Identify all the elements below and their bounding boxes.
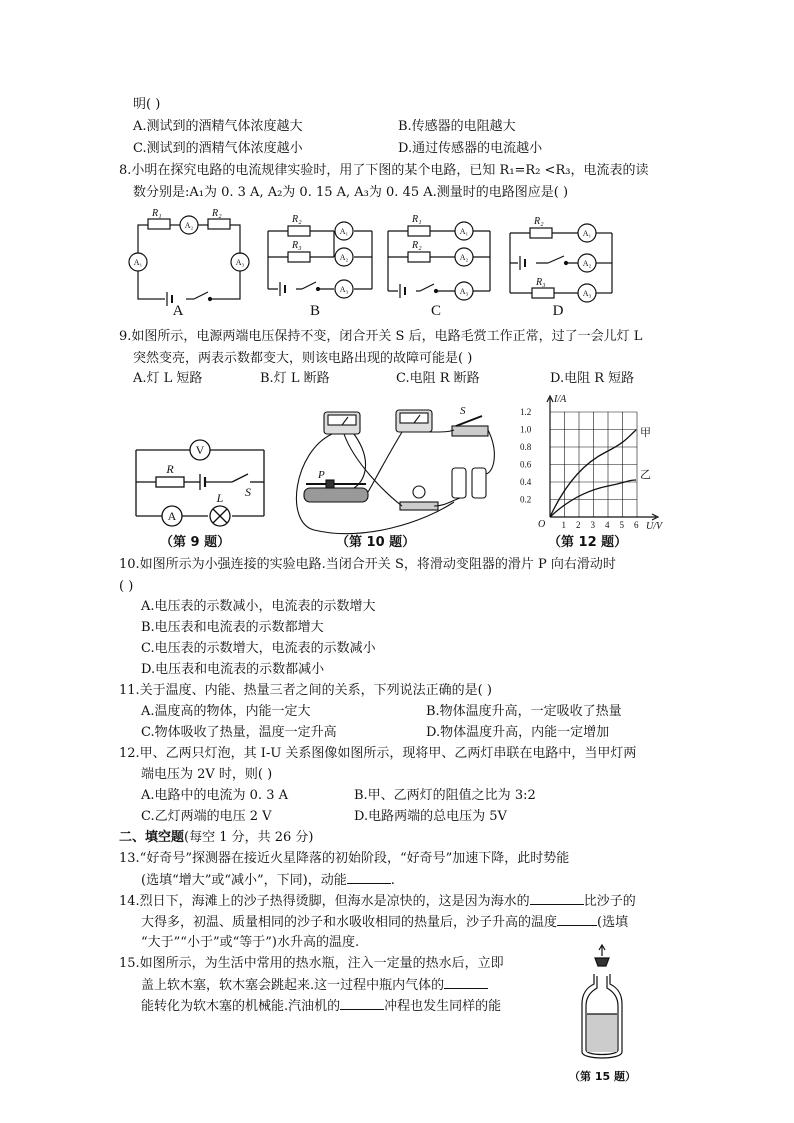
fig12-y-axis-label: I/A <box>554 394 567 405</box>
a-r1-label: R₁ <box>152 208 162 219</box>
circuit-b-label: B <box>309 303 321 319</box>
q11-option-b[interactable]: B.物体温度升高，一定吸收了热量 <box>426 704 622 719</box>
curve-yi <box>550 480 636 517</box>
x-tick-label: 3 <box>590 520 595 530</box>
circuit-a[interactable] <box>129 208 249 319</box>
q7-option-d[interactable]: D.通过传感器的电流越小 <box>398 141 543 156</box>
c-ammeter-a2: A₂ <box>459 253 469 262</box>
q9-stem-line2: 突然变亮，两表示数都变大，则该电路出现的故障可能是( ) <box>133 351 473 366</box>
b-ammeter-a1: A₁ <box>339 227 349 236</box>
q15-blank-internal-energy[interactable] <box>444 976 488 989</box>
q11-option-a[interactable]: A.温度高的物体，内能一定大 <box>141 704 311 719</box>
a-ammeter-a3: A₃ <box>235 258 245 267</box>
circuit-c-label: C <box>430 303 442 319</box>
c-ammeter-a3: A₃ <box>459 287 469 296</box>
q7-option-a[interactable]: A.测试到的酒精气体浓度越大 <box>133 119 303 134</box>
q14-line2-end: (选填 <box>597 915 629 930</box>
q11-stem: 11.关于温度、内能、热量三者之间的关系，下列说法正确的是( ) <box>119 683 492 698</box>
q10-stem-line2: ( ) <box>119 579 134 594</box>
b-ammeter-a3: A₃ <box>339 285 349 294</box>
figure-15-caption: （第 15 题） <box>569 1070 636 1083</box>
x-tick-label: 4 <box>605 520 610 530</box>
q9-stem-line1: 9.如图所示，电源两端电压保持不变，闭合开关 S 后，电路毛赏工作正常，过了一会儿灯 L <box>119 329 643 344</box>
figure-12-caption: （第 12 题） <box>548 535 628 550</box>
q10-option-c[interactable]: C.电压表的示数增大，电流表的示数减小 <box>141 641 376 656</box>
q14-stem-line3: “大于”“小于”或“等于”)水升高的温度. <box>141 935 360 950</box>
cork-icon <box>595 958 609 966</box>
b-r3-label: R₃ <box>292 240 302 251</box>
fig9-voltmeter-label: V <box>195 443 205 457</box>
q15-line2-text: 盖上软木塞，软木塞会跳起来.这一过程中瓶内气体的 <box>141 978 445 993</box>
c-r1-label: R₁ <box>412 214 422 225</box>
circuit-b[interactable] <box>268 214 372 319</box>
q13-stem-line1: 13.“好奇号”探测器在接近火星降落的初始阶段，“好奇号”加速下降，此时势能 <box>119 851 570 866</box>
fig9-ammeter-label: A <box>167 509 177 523</box>
y-tick-label: 0.6 <box>520 459 532 470</box>
q9-option-b[interactable]: B.灯 L 断路 <box>260 371 330 386</box>
figure-15-thermos <box>572 944 632 1064</box>
y-tick-label: 1.2 <box>520 407 532 417</box>
x-tick-label: 1 <box>561 520 566 530</box>
y-tick-label: 0.8 <box>520 442 532 452</box>
a-r2-label: R₂ <box>212 208 222 219</box>
b-r2-label: R₂ <box>292 214 302 225</box>
y-tick-label: 0.2 <box>520 494 532 505</box>
fig9-l-label: L <box>216 491 224 505</box>
section-2-heading <box>119 829 314 847</box>
q15-line3-text: 能转化为软木塞的机械能.汽油机的 <box>141 999 341 1014</box>
circuit-c[interactable] <box>388 214 490 319</box>
q11-option-d[interactable]: D.物体温度升高，内能一定增加 <box>426 725 610 740</box>
q14-blank-specific-heat[interactable] <box>530 892 584 905</box>
q12-option-d[interactable]: D.电路两端的总电压为 5V <box>354 809 507 824</box>
fig12-grid <box>550 412 637 517</box>
q11-option-c[interactable]: C.物体吸收了热量，温度一定升高 <box>141 725 337 740</box>
y-tick-label: 0.4 <box>520 477 532 487</box>
fig10-p-label: P <box>318 469 325 481</box>
fig12-origin-label: O <box>538 519 546 530</box>
b-ammeter-a2: A₂ <box>339 253 349 262</box>
q15-line3-end: 冲程也发生同样的能 <box>384 999 502 1014</box>
fig9-r-label: R <box>166 462 174 476</box>
figure-12-iu-chart <box>516 392 666 530</box>
d-r2-label: R₂ <box>534 216 544 227</box>
q9-option-c[interactable]: C.电阻 R 断路 <box>396 371 480 386</box>
q10-option-b[interactable]: B.电压表和电流表的示数都增大 <box>141 620 324 635</box>
fig10-s-label: S <box>460 405 466 417</box>
q7-option-b[interactable]: B.传感器的电阻越大 <box>398 119 516 134</box>
q15-stem-line3 <box>141 997 501 1016</box>
q10-option-d[interactable]: D.电压表和电流表的示数都减小 <box>141 662 325 677</box>
q10-stem-line1: 10.如图所示为小强连接的实验电路.当闭合开关 S，将滑动变阻器的滑片 P 向右滑动时 <box>119 557 616 572</box>
fig12-x-axis-label: U/V <box>646 521 663 530</box>
section-2-note: (每空 1 分，共 26 分) <box>184 830 314 845</box>
q9-option-d[interactable]: D.电阻 R 短路 <box>550 371 635 386</box>
q13-stem-line2 <box>141 871 395 890</box>
fig12-jia-label: 甲 <box>640 427 651 439</box>
q12-stem-line2: 端电压为 2V 时，则( ) <box>141 767 273 782</box>
d-ammeter-a2: A₂ <box>582 259 592 268</box>
q15-stem-line2 <box>141 976 488 995</box>
q13-line2-text: (选填“增大”或“减小”，下同)，动能 <box>141 873 347 888</box>
q12-stem-line1: 12.甲、乙两只灯泡，其 I-U 关系图像如图所示，现将甲、乙两灯串联在电路中，当甲灯两 <box>119 746 637 761</box>
q9-option-a[interactable]: A.灯 L 短路 <box>133 371 203 386</box>
d-r3-label: R₃ <box>536 277 546 288</box>
curve-jia <box>550 430 636 517</box>
figure-10-apparatus <box>284 402 504 542</box>
circuit-a-label: A <box>172 303 184 319</box>
q12-option-c[interactable]: C.乙灯两端的电压 2 V <box>141 809 272 824</box>
q10-option-a[interactable]: A.电压表的示数减小，电流表的示数增大 <box>141 599 376 614</box>
q14-stem-line2 <box>141 913 628 932</box>
figure-9-caption: （第 9 题） <box>160 535 231 550</box>
a-ammeter-a1: A₁ <box>133 258 143 267</box>
q12-option-a[interactable]: A.电路中的电流为 0. 3 A <box>141 788 288 803</box>
section-2-title: 二、填空题 <box>119 830 185 845</box>
c-ammeter-a1: A₁ <box>459 227 469 236</box>
fig9-s-label: S <box>245 485 251 499</box>
figure-10-caption: （第 10 题） <box>336 535 416 550</box>
q7-stem-tail: 明( ) <box>133 97 161 112</box>
a-ammeter-a2: A₂ <box>184 221 194 230</box>
c-r2-label: R₂ <box>412 240 422 251</box>
q14-line2-text: 大得多，初温、质量相同的沙子和水吸收相同的热量后，沙子升高的温度 <box>141 915 558 930</box>
y-tick-label: 1.0 <box>520 424 532 435</box>
q13-blank-kinetic[interactable] <box>347 871 391 884</box>
q7-option-c[interactable]: C.测试到的酒精气体浓度越小 <box>133 141 303 156</box>
q8-stem-line1: 8.小明在探究电路的电流规律实验时，用了下图的某个电路，已知 R₁=R₂ <R₃，电流表的读 <box>119 163 649 178</box>
d-ammeter-a1: A₁ <box>582 229 592 238</box>
q15-blank-stroke[interactable] <box>340 997 384 1010</box>
q15-stem-line1: 15.如图所示，为生活中常用的热水瓶，注入一定量的热水后，立即 <box>119 956 504 971</box>
x-tick-label: 6 <box>634 520 639 530</box>
x-tick-label: 5 <box>619 520 624 530</box>
circuit-d-label: D <box>552 303 564 319</box>
circuit-d[interactable] <box>510 216 612 319</box>
x-tick-label: 2 <box>576 520 581 530</box>
fig12-yi-label: 乙 <box>640 469 651 481</box>
q14-line1-text: 14.烈日下，海滩上的沙子热得烫脚，但海水是凉快的，这是因为海水的 <box>119 894 530 909</box>
q8-stem-line2: 数分别是:A₁为 0. 3 A, A₂为 0. 15 A, A₃为 0. 45 A.测量时的电路图应是( ) <box>133 185 569 200</box>
q14-line1-end: 比沙子的 <box>583 894 636 909</box>
q13-line2-end: . <box>390 873 395 888</box>
q14-stem-line1 <box>119 892 636 911</box>
q8-circuit-figures <box>0 205 794 325</box>
q14-blank-temperature[interactable] <box>557 913 597 926</box>
q12-option-b[interactable]: B.甲、乙两灯的阻值之比为 3:2 <box>354 788 536 803</box>
d-ammeter-a3: A₃ <box>582 289 592 298</box>
